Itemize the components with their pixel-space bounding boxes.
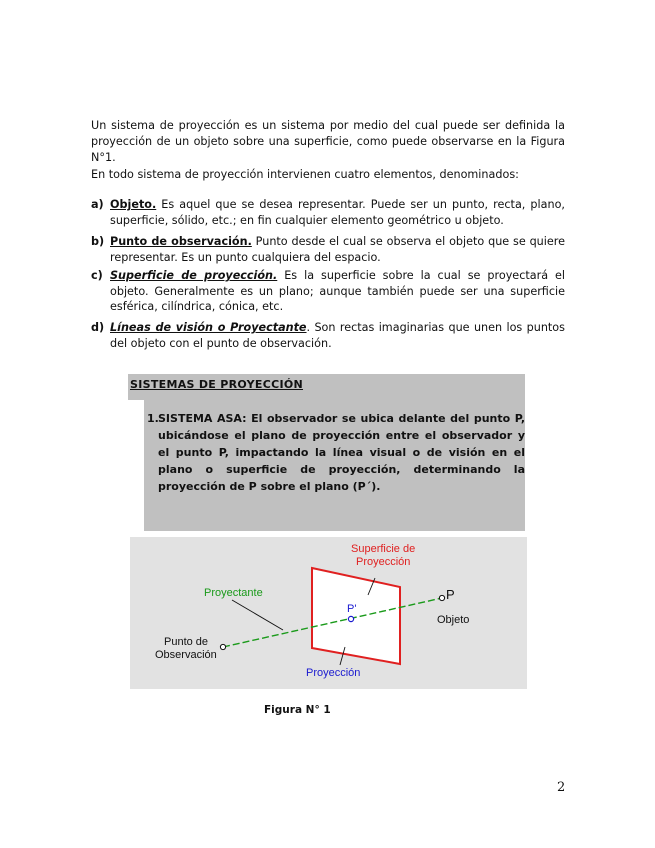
page-number: 2 bbox=[557, 780, 566, 795]
definition-lineas-vision: . Son rectas imaginarias que unen los puntos del objeto con el punto de observación. bbox=[110, 321, 565, 350]
term-lineas-vision: Líneas de visión o Proyectante bbox=[110, 321, 307, 334]
term-objeto: Objeto. bbox=[110, 198, 157, 211]
surface-label-line1: Superficie de bbox=[351, 543, 416, 555]
list-label: a) bbox=[91, 198, 104, 211]
projection-diagram bbox=[130, 537, 527, 689]
observer-label-line2: Observación bbox=[155, 649, 217, 661]
objeto-label: Objeto bbox=[437, 614, 470, 626]
definition-punto-observacion: Punto desde el cual se observa el objeto que se quiere representar. Es un punto cualquiera del espacio. bbox=[110, 235, 566, 264]
list-item-objeto bbox=[91, 197, 565, 228]
proyeccion-label: Proyección bbox=[306, 667, 361, 679]
list-item-punto-observacion bbox=[91, 234, 565, 265]
definition-superficie-proyeccion: Es la superficie sobre la cual se proyectará el objeto. Generalmente es un plano; aunque también puede ser una superficie esférica, cilíndrica, cónica, etc. bbox=[110, 269, 565, 313]
term-superficie-proyeccion: Superficie de proyección. bbox=[110, 269, 278, 282]
list-label: d) bbox=[91, 321, 105, 334]
definition-objeto: Es aquel que se desea representar. Puede ser un punto, recta, plano, superficie, sólido, etc.; en fin cualquier elemento geométrico u objeto. bbox=[110, 198, 565, 227]
observer-point bbox=[220, 644, 225, 649]
figure-caption: Figura N° 1 bbox=[264, 704, 331, 716]
projected-point bbox=[348, 616, 353, 621]
surface-label-line2: Proyección bbox=[356, 556, 411, 568]
box-item-number: 1. bbox=[147, 412, 159, 425]
intro-elements-sentence: En todo sistema de proyección intervienen cuatro elementos, denominados: bbox=[91, 168, 519, 181]
observer-label-line1: Punto de bbox=[164, 636, 209, 648]
list-item-lineas-vision bbox=[91, 320, 565, 351]
object-point bbox=[439, 595, 444, 600]
proyectante-label: Proyectante bbox=[204, 587, 263, 599]
object-point-label: P bbox=[446, 587, 455, 602]
list-label: c) bbox=[91, 269, 103, 282]
projection-systems-box bbox=[128, 374, 525, 531]
term-punto-observacion: Punto de observación. bbox=[110, 235, 252, 248]
list-item-superficie-proyeccion bbox=[91, 268, 565, 315]
intro-paragraph: Un sistema de proyección es un sistema por medio del cual puede ser definida la proyección de un objeto sobre una superficie, como puede observarse en la Figura N°1. bbox=[91, 119, 565, 164]
box-title: SISTEMAS DE PROYECCIÓN bbox=[130, 378, 304, 391]
box-item-text: SISTEMA ASA: El observador se ubica delante del punto P, ubicándose el plano de proyección entre el observador y el punto P, impactando la línea visual o de visión en el plano o superficie de proyección, determinando la proyección de P sobre el plano (P´). bbox=[158, 412, 525, 493]
list-label: b) bbox=[91, 235, 105, 248]
box-indent-strip bbox=[128, 400, 144, 531]
projected-point-label: P' bbox=[347, 603, 357, 615]
